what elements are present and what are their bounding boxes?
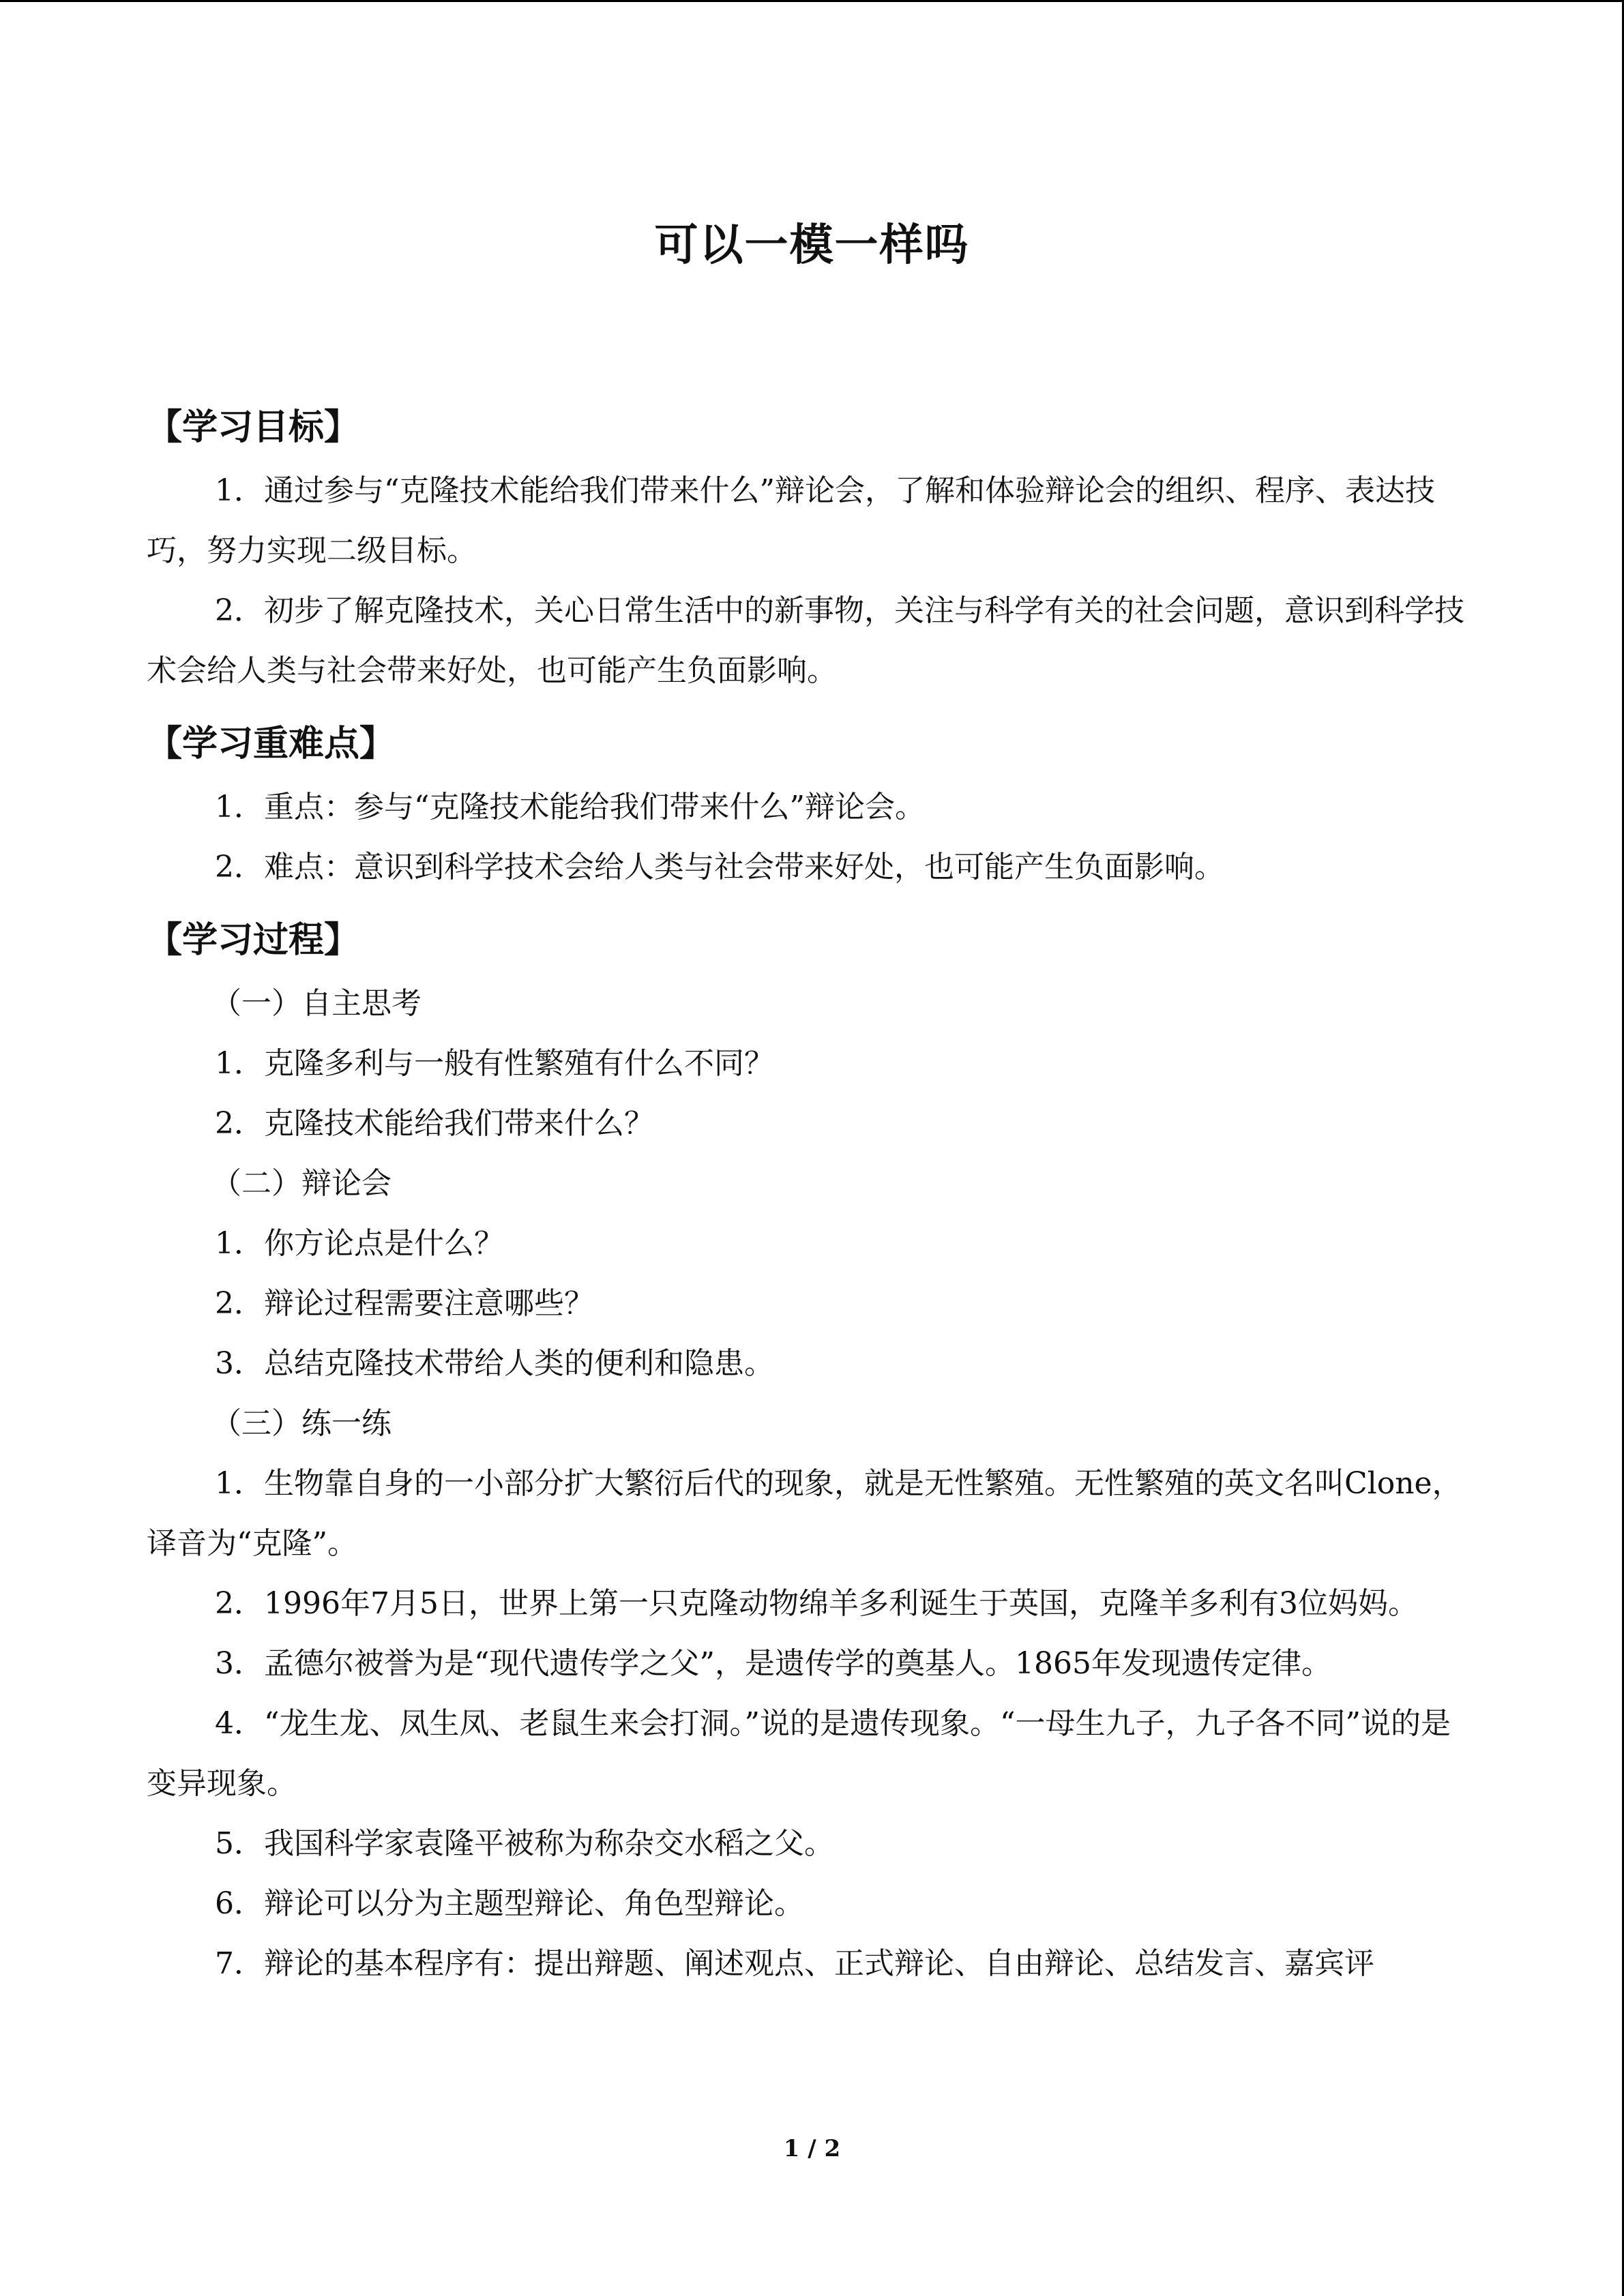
question-item: 3．总结克隆技术带给人类的便利和隐患。 [215,1346,774,1381]
document-body [147,401,1477,1994]
exercise-item: 3．孟德尔被誉为是“现代遗传学之父”，是遗传学的奠基人。1865年发现遗传定律。 [215,1646,1331,1681]
subsection-label: （一）自主思考 [211,986,422,1021]
exercise-item: 2．1996年7月5日，世界上第一只克隆动物绵羊多利诞生于英国，克隆羊多利有3位妈妈。 [215,1586,1418,1621]
section-heading-key-points: 【学习重难点】 [147,724,396,764]
exercise-item: 1．生物靠自身的一小部分扩大繁衍后代的现象，就是无性繁殖。无性繁殖的英文名叫Clone，译音为“克隆”。 [147,1466,1462,1561]
key-point-item: 1．重点：参与“克隆技术能给我们带来什么”辩论会。 [215,790,925,824]
question-item: 2．克隆技术能给我们带来什么？ [215,1106,654,1141]
question-item: 2．辩论过程需要注意哪些？ [215,1286,594,1321]
section-heading-process: 【学习过程】 [147,920,360,961]
question-item: 1．你方论点是什么？ [215,1226,504,1261]
subsection-label: （三）练一练 [211,1406,392,1441]
objective-item: 1．通过参与“克隆技术能给我们带来什么”辩论会，了解和体验辩论会的组织、程序、表达技巧，努力实现二级目标。 [147,473,1435,568]
key-point-item: 2．难点：意识到科学技术会给人类与社会带来好处，也可能产生负面影响。 [215,850,1224,884]
question-item: 1．克隆多利与一般有性繁殖有什么不同？ [215,1046,774,1081]
section-heading-objectives: 【学习目标】 [147,407,360,448]
exercise-item: 5．我国科学家袁隆平被称为称杂交水稻之父。 [215,1826,834,1861]
exercise-item: 4．“龙生龙、凤生凤、老鼠生来会打洞。”说的是遗传现象。“一母生九子，九子各不同”说的是变异现象。 [147,1706,1451,1801]
subsection-label: （二）辩论会 [211,1166,392,1201]
page-title: 可以一模一样吗 [654,220,970,271]
objective-item: 2．初步了解克隆技术，关心日常生活中的新事物，关注与科学有关的社会问题，意识到科学技术会给人类与社会带来好处，也可能产生负面影响。 [147,593,1464,688]
exercise-item: 6．辩论可以分为主题型辩论、角色型辩论。 [215,1886,804,1921]
exercise-item: 7．辩论的基本程序有：提出辩题、阐述观点、正式辩论、自由辩论、总结发言、嘉宾评 [215,1946,1374,1981]
page-number: 1 / 2 [783,2135,841,2162]
